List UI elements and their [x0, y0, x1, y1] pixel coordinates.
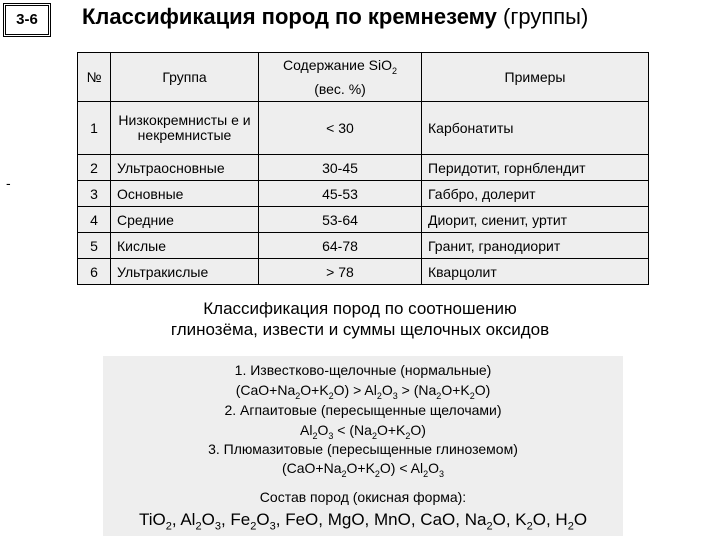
- header-group: Группа: [111, 53, 259, 102]
- cell-sio2: 64-78: [259, 233, 422, 259]
- composition-label: Состав пород (окисная форма):: [259, 489, 467, 505]
- item1-formula: $(CaO+Na_2O+K_2O) > Al_2O_3 > (Na_2O+K_2O)$: [235, 382, 491, 401]
- cell-examples: Кварцолит: [422, 259, 649, 285]
- header-sio2-text: Содержание SiO: [282, 57, 393, 74]
- cell-group: Кислые: [111, 233, 259, 259]
- item2-text: 2. Агпаитовые (пересыщенные щелочами): [224, 402, 502, 418]
- oxide-item: MnO: [374, 510, 411, 529]
- cell-number: 5: [78, 233, 111, 259]
- cell-group: Низкокремнисты е и некремнистые: [111, 102, 259, 155]
- cell-group: Ультракислые: [111, 259, 259, 285]
- silica-classification-table: [77, 52, 649, 285]
- cell-examples: Перидотит, горнблендит: [422, 155, 649, 181]
- oxide-item: TiO$_2$: [138, 510, 172, 533]
- header-number: №: [78, 53, 111, 102]
- table-row: [78, 155, 649, 181]
- oxide-item: $Na_2O$: [464, 510, 506, 533]
- oxide-item: FeO: [285, 510, 319, 529]
- table-header-row: [78, 53, 649, 102]
- header-sio2: [259, 53, 422, 102]
- table-row: [78, 233, 649, 259]
- oxide-item: MgO: [327, 510, 365, 529]
- cell-number: 6: [78, 259, 111, 285]
- cell-number: 1: [78, 102, 111, 155]
- oxide-item: $Fe_2O_3$: [230, 510, 276, 533]
- cell-sio2: < 30: [259, 102, 422, 155]
- header-examples: Примеры: [422, 53, 649, 102]
- cell-examples: Габбро, долерит: [422, 181, 649, 207]
- cell-sio2: > 78: [259, 259, 422, 285]
- cell-sio2: 30-45: [259, 155, 422, 181]
- table-row: [78, 102, 649, 155]
- left-dash-mark: -: [6, 175, 11, 191]
- cell-examples: Диорит, сиенит, уртит: [422, 207, 649, 233]
- table-row: [78, 259, 649, 285]
- oxide-list: TiO$_2$, $Al_2O_3$, $Fe_2O_3$, FeO, MgO, MnO, CaO, $Na_2O$, $K_2O$, $H_2O$: [138, 510, 588, 533]
- table-row: [78, 207, 649, 233]
- slide-title: [82, 4, 588, 30]
- slide-number-badge: 3-6: [3, 3, 51, 37]
- item3-formula: $(CaO+Na_2O+K_2O) < Al_2O_3$: [281, 460, 445, 479]
- section2-title: [110, 298, 610, 340]
- cell-sio2: 53-64: [259, 207, 422, 233]
- cell-examples: Гранит, гранодиорит: [422, 233, 649, 259]
- oxide-item: $K_2O$: [515, 510, 546, 533]
- title-suffix: (группы): [503, 4, 589, 29]
- oxide-item: $H_2O$: [555, 510, 588, 533]
- oxide-item: CaO: [420, 510, 456, 529]
- item2-formula: $Al_2O_3 < (Na_2O+K_2O)$: [300, 422, 426, 441]
- header-sio2-unit: (вес. %): [314, 80, 366, 97]
- header-sio2-sub: 2: [392, 65, 398, 76]
- cell-number: 3: [78, 181, 111, 207]
- section2-title-line2: глинозёма, извести и суммы щелочных оксидов: [170, 320, 550, 339]
- cell-group: Ультраосновные: [111, 155, 259, 181]
- cell-group: Основные: [111, 181, 259, 207]
- cell-number: 2: [78, 155, 111, 181]
- cell-group: Средние: [111, 207, 259, 233]
- cell-sio2: 45-53: [259, 181, 422, 207]
- title-text: Классификация пород по кремнезему: [82, 4, 497, 29]
- item3-text: 3. Плюмазитовые (пересыщенные глиноземом): [208, 441, 518, 457]
- table-row: [78, 181, 649, 207]
- section2-title-line1: Классификация пород по соотношению: [203, 299, 517, 318]
- oxide-item: $Al_2O_3$: [180, 510, 221, 533]
- cell-examples: Карбонатиты: [422, 102, 649, 155]
- item1-text: 1. Известково-щелочные (нормальные): [234, 362, 492, 378]
- cell-number: 4: [78, 207, 111, 233]
